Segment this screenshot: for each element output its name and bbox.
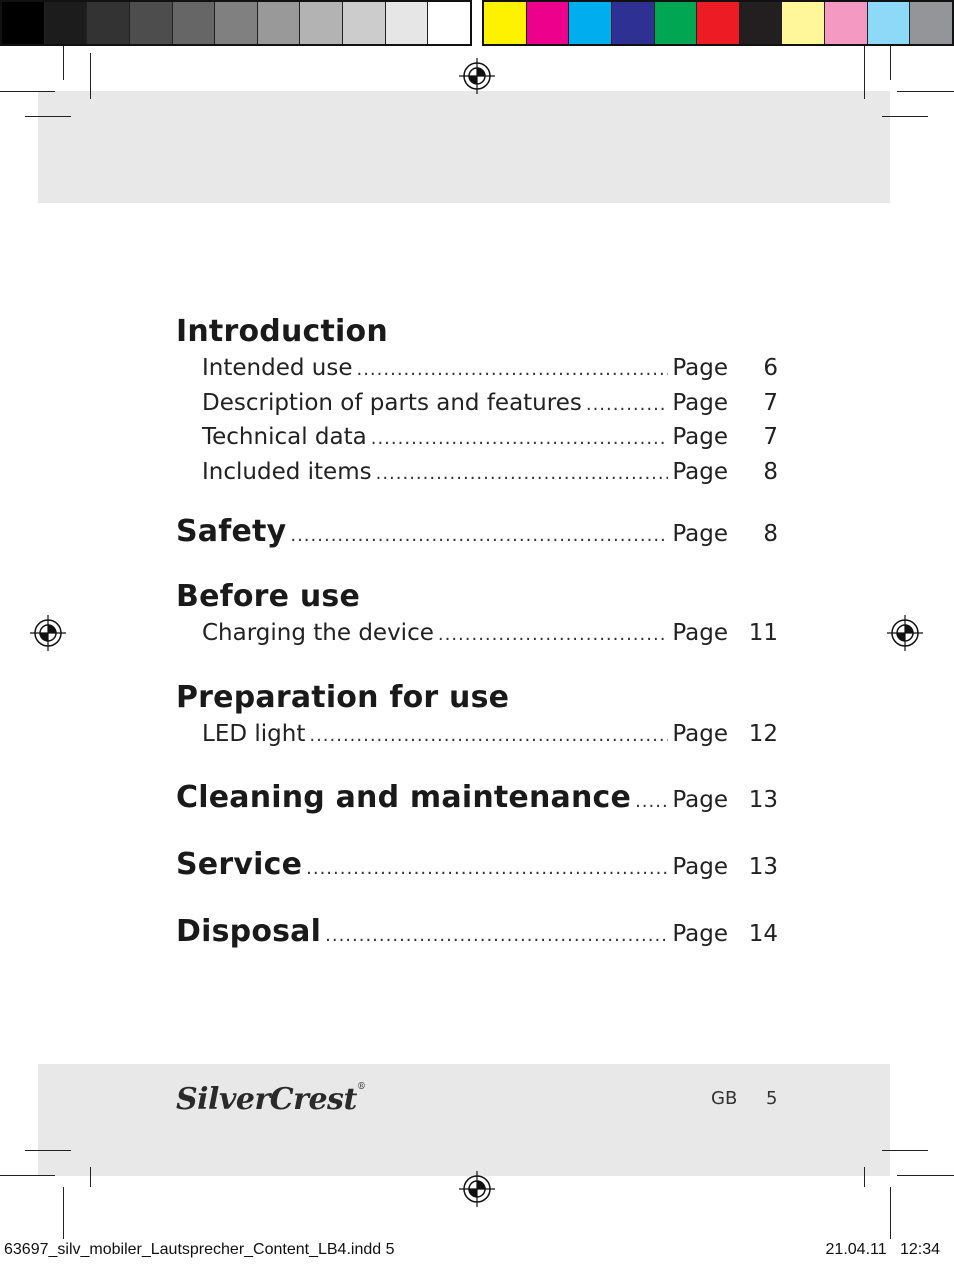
page-number: 7 [763, 424, 778, 450]
section-heading: Preparation for use [176, 679, 510, 715]
section-heading: Disposal [176, 914, 322, 949]
page-word: Page [672, 389, 728, 416]
page-word: Page [672, 854, 728, 880]
section-heading: Before use [176, 579, 361, 614]
page-word: Page [672, 720, 728, 747]
registration-mark-icon [30, 615, 66, 651]
toc-section-introduction [176, 312, 778, 490]
print-slug-datetime: 21.04.11 12:34 [825, 1241, 940, 1258]
grayscale-calibration-bar [0, 0, 472, 46]
entry-label: LED light [202, 720, 306, 747]
toc-section-disposal[interactable] [176, 912, 778, 952]
toc-entry[interactable] [202, 617, 778, 652]
section-heading: Service [176, 847, 303, 882]
leader-dots [325, 925, 668, 946]
color-swatch [87, 2, 130, 44]
page-number-footer: 5 [766, 1088, 778, 1109]
leader-dots [635, 791, 668, 812]
leader-dots [356, 353, 668, 387]
silvercrest-logo [176, 1082, 365, 1117]
color-swatch [782, 2, 825, 44]
color-swatch [428, 2, 470, 44]
page-word: Page [672, 355, 728, 381]
page-word: Page [672, 921, 728, 947]
registration-mark-icon [887, 615, 923, 651]
color-swatch [45, 2, 88, 44]
entry-label: Included items [202, 458, 372, 485]
leader-dots [438, 618, 668, 652]
toc-section-service[interactable] [176, 845, 778, 885]
page-word: Page [672, 521, 728, 547]
leader-dots [586, 388, 668, 422]
toc-entry[interactable] [202, 456, 778, 491]
logo-text: SilverCrest [176, 1082, 357, 1117]
leader-dots [371, 422, 669, 456]
toc-entry[interactable] [202, 718, 778, 753]
color-swatch [910, 2, 952, 44]
leader-dots [309, 719, 668, 753]
page-word: Page [672, 458, 728, 485]
color-swatch [527, 2, 570, 44]
page-number: 6 [763, 355, 778, 381]
color-swatch [215, 2, 258, 44]
header-band [38, 91, 890, 203]
color-swatch [173, 2, 216, 44]
color-swatch [569, 2, 612, 44]
section-heading: Introduction [176, 314, 388, 349]
registration-mark-icon [459, 1171, 495, 1207]
toc-section-cleaning[interactable] [176, 778, 778, 818]
page-number: 14 [748, 921, 778, 947]
color-swatch [258, 2, 301, 44]
table-of-contents [176, 312, 778, 952]
color-swatch [697, 2, 740, 44]
color-swatch [868, 2, 911, 44]
print-slug-file: 63697_silv_mobiler_Lautsprecher_Content_LB4.indd 5 [4, 1241, 395, 1258]
toc-section-before-use [176, 577, 778, 652]
entry-label: Charging the device [202, 620, 434, 646]
toc-section-safety[interactable] [176, 512, 778, 552]
color-swatch [740, 2, 783, 44]
leader-dots [306, 858, 668, 879]
page-number: 11 [748, 620, 778, 646]
page-number: 12 [748, 720, 778, 747]
entry-label: Description of parts and features [202, 389, 582, 416]
toc-section-preparation [176, 678, 778, 753]
page-number: 7 [763, 389, 778, 416]
toc-entry[interactable] [202, 421, 778, 456]
entry-label: Technical data [202, 424, 367, 450]
page-number: 8 [763, 458, 778, 485]
color-swatch [386, 2, 429, 44]
color-swatch [484, 2, 527, 44]
toc-entry[interactable] [202, 352, 778, 387]
footer-band [38, 1064, 890, 1176]
page-number: 8 [763, 521, 778, 547]
leader-dots [376, 457, 669, 491]
page-number: 13 [748, 854, 778, 880]
page-number: 13 [748, 787, 778, 813]
page-word: Page [672, 424, 728, 450]
color-swatch [2, 2, 45, 44]
color-calibration-bar [482, 0, 954, 46]
registered-mark: ® [356, 1082, 366, 1092]
color-swatch [612, 2, 655, 44]
color-swatch [300, 2, 343, 44]
color-swatch [655, 2, 698, 44]
language-code: GB [711, 1088, 738, 1109]
entry-label: Intended use [202, 355, 353, 381]
page-word: Page [672, 787, 728, 813]
leader-dots [290, 525, 668, 546]
color-swatch [130, 2, 173, 44]
toc-entry[interactable] [202, 387, 778, 422]
section-heading: Cleaning and maintenance [176, 780, 632, 815]
page-word: Page [672, 620, 728, 646]
color-swatch [343, 2, 386, 44]
color-swatch [825, 2, 868, 44]
registration-mark-icon [459, 58, 495, 94]
section-heading: Safety [176, 514, 287, 549]
